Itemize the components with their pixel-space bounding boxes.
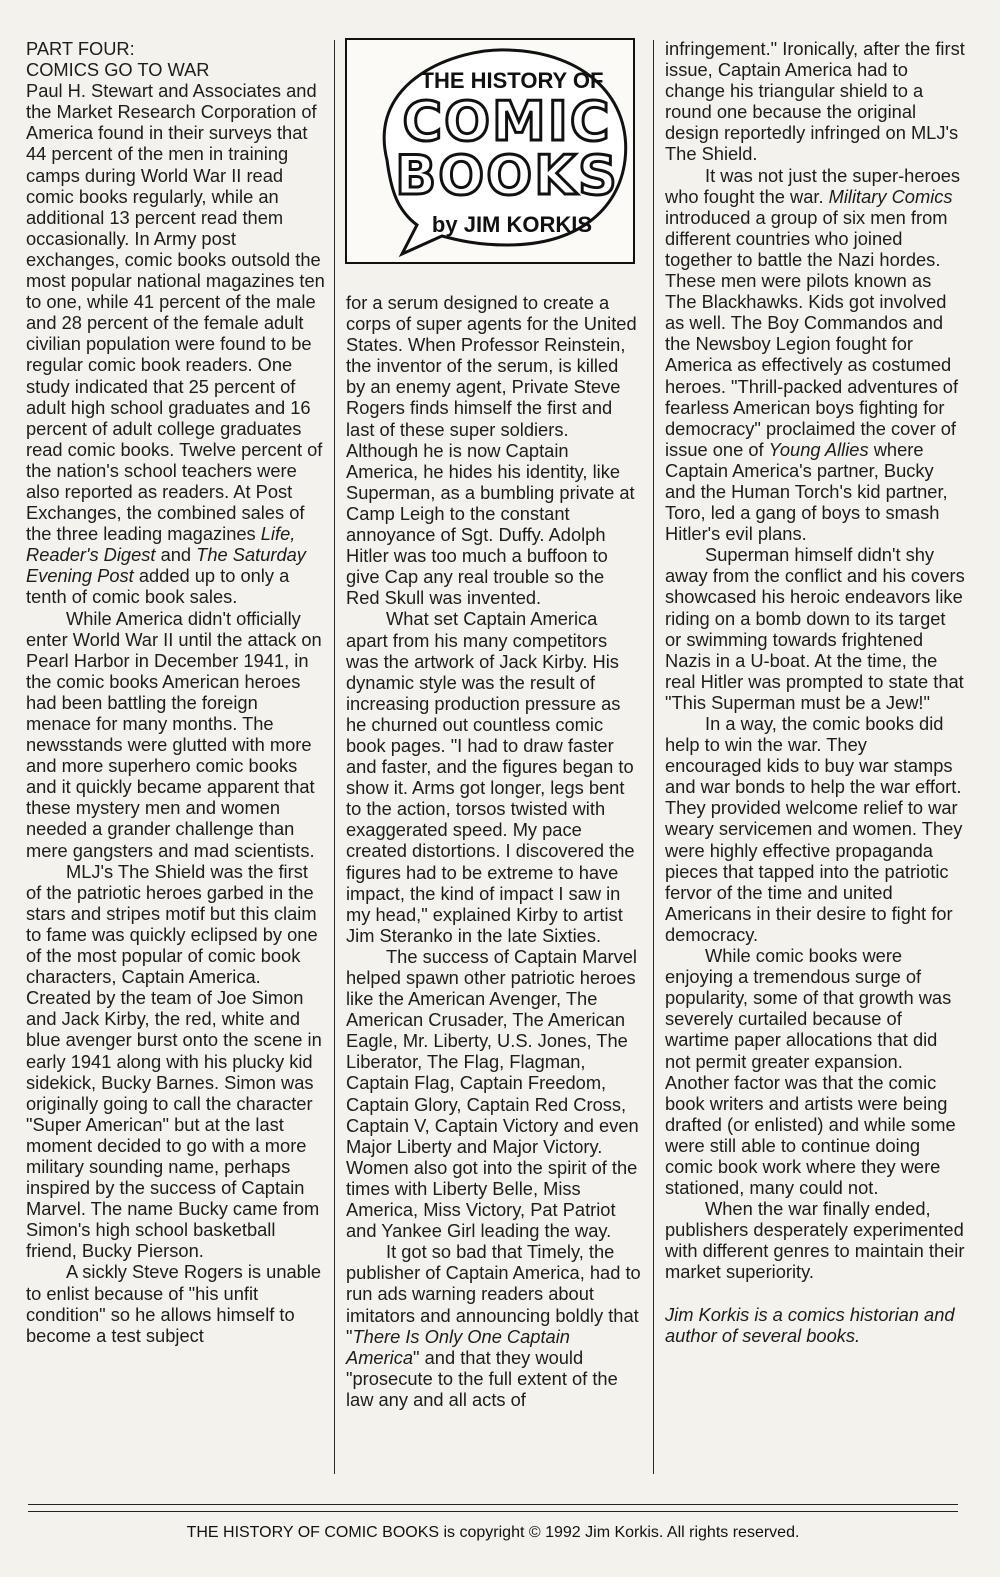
paragraph: A sickly Steve Rogers is unable to enlist because of "his unfit condition" so he allows himself to become a test subject [26,1261,322,1346]
paragraph: The success of Captain Marvel helped spawn other patriotic heroes like the American Avenger, The American Crusader, The American Eagle, Mr. Liberty, U.S. Jones, The Liberator, The Flag, Flagman, Captain Flag, Captain Freedom, Captain Glory, Captain Red Cross, Captain V, Captain Victory and even Major Liberty and Major Victory. Women also got into the spirit of the times with Liberty Belle, Miss America, Miss Victory, Pat Patriot and Yankee Girl leading the way. [346,945,639,1242]
column-divider [653,40,654,1474]
footer-rule [28,1504,958,1505]
paragraph: It got so bad that Timely, the publisher of Captain America, had to run ads warning readers about imitators and announcing boldly that "There Is Only One Captain America" and that they would "prosecute to the full extent of the law any and all acts of [346,1241,641,1410]
paragraph: for a serum designed to create a corps of super agents for the United States. When Professor Reinstein, the inventor of the serum, is killed by an enemy agent, Private Steve Rogers finds himself the first and last of these super soldiers. Although he is now Captain America, he hides his identity, like Superman, as a bumbling private at Camp Leigh to the constant annoyance of Sgt. Duffy. Adolph Hitler was too much a buffoon to give Cap any real trouble so the Red Skull was invented. [346,292,637,609]
logo-line-1: THE HISTORY OF [420,68,604,93]
section-title: COMICS GO TO WAR [26,59,210,81]
footer-rule [28,1511,958,1512]
column-divider [334,40,335,1474]
paragraph: When the war finally ended, publishers desperately experimented with different genres to maintain their market superiority. [665,1198,965,1283]
paragraph: Superman himself didn't shy away from the conflict and his covers showcased his heroic endeavors like riding on a bomb down to its target or swimming towards frightened Nazis in a U-boat. At the time, the real Hitler was prompted to state that "This Superman must be a Jew!" [665,544,965,713]
paragraph: In a way, the comic books did help to win the war. They encouraged kids to buy war stamps and war bonds to help the war effort. They provided welcome relief to war weary servicemen and women. They were highly effective propaganda pieces that tapped into the patriotic fervor of the time and united Americans in their desire to fight for democracy. [665,713,963,945]
paragraph: infringement." Ironically, after the first issue, Captain America had to change his triangular shield to a round one because the original design reportedly infringed on MLJ's The Shield. [665,38,965,165]
paragraph: MLJ's The Shield was the first of the patriotic heroes garbed in the stars and stripes motif but this claim to fame was quickly eclipsed by one of the most popular of comic book characters, Captain America. Created by the team of Joe Simon and Jack Kirby, the red, white and blue avenger burst onto the scene in early 1941 along with his plucky kid sidekick, Bucky Barnes. Simon was originally going to call the character "Super American" but at the last moment decided to go with a more military sounding name, perhaps inspired by the success of Captain Marvel. The name Bucky came from Simon's high school basketball friend, Bucky Pierson. [26,860,322,1262]
paragraph: What set Captain America apart from his many competitors was the artwork of Jack Kirby. His dynamic style was the result of increasing production pressure as he churned out countless comic book pages. "I had to draw faster and faster, and the figures began to show it. Arms got longer, legs bent to the action, torsos twisted with exaggerated speed. My pace created distortions. I discovered the figures had to be extreme to have impact, the kind of impact I saw in my head," explained Kirby to artist Jim Steranko in the late Sixties. [346,608,635,946]
column-3 [665,38,965,1346]
logo-line-3: BOOKS [395,144,619,207]
column-1 [26,38,326,1346]
paragraph: While comic books were enjoying a tremendous surge of popularity, some of that growth was severely curtailed because of wartime paper allocations that did not permit greater expansion. Another factor was that the comic book writers and artists were being drafted (or enlisted) and while some were still able to continue doing comic book work where they were stationed, many could not. [665,945,956,1199]
part-label: PART FOUR: [26,38,135,59]
column-2 [346,292,642,1410]
author-bio: Jim Korkis is a comics historian and author of several books. [665,1303,955,1346]
copyright-notice: THE HISTORY OF COMIC BOOKS is copyright © 1992 Jim Korkis. All rights reserved. [186,1524,800,1541]
paragraph: Paul H. Stewart and Associates and the Market Research Corporation of America found in their surveys that 44 percent of the men in training camps during World War II read comic books regularly, while an additional 13 percent read them occasionally. In Army post exchanges, comic books outsold the most popular national magazines ten to one, while 41 percent of the male and 28 percent of the female adult civilian population were found to be regular comic book readers. One study indicated that 25 percent of adult high school graduates and 16 percent of adult college graduates read comic books. Twelve percent of the nation's school teachers were also reported as readers. At Post Exchanges, the combined sales of the three leading magazines Life, Reader's Digest and The Saturday Evening Post added up to only a tenth of comic book sales. [26,80,325,608]
series-logo [345,38,635,264]
paragraph: While America didn't officially enter World War II until the attack on Pearl Harbor in December 1941, in the comic books American heroes had been battling the foreign menace for many months. The newsstands were glutted with more and more superhero comic books and it quickly became apparent that these mystery men and women needed a grander challenge than mere gangsters and mad scientists. [26,607,322,861]
logo-line-2: COMIC [402,90,612,153]
paragraph: It was not just the super-heroes who fought the war. Military Comics introduced a group of six men from different countries who joined together to battle the Nazi hordes. These men were pilots known as The Blackhawks. Kids got involved as well. The Boy Commandos and the Newsboy Legion fought for America as effectively as costumed heroes. "Thrill-packed adventures of fearless American boys fighting for democracy" proclaimed the cover of issue one of Young Allies where Captain America's partner, Bucky and the Human Torch's kid partner, Toro, led a gang of boys to smash Hitler's evil plans. [665,164,961,545]
speech-bubble-logo [347,40,637,266]
logo-line-4: by JIM KORKIS [431,212,593,237]
